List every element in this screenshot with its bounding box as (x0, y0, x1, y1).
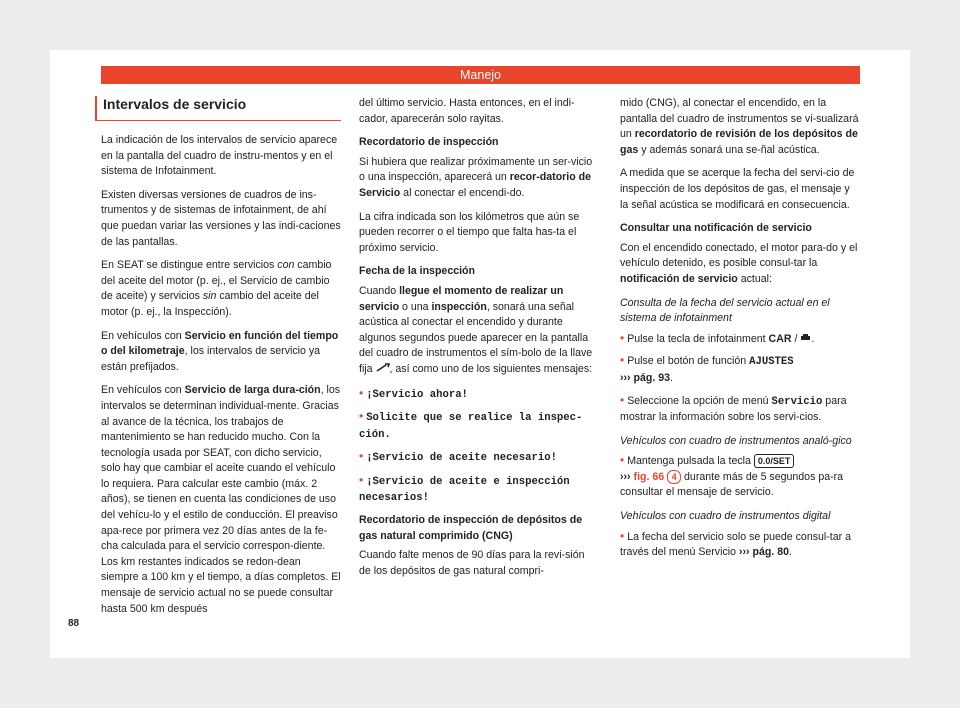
subheading: Fecha de la inspección (359, 265, 475, 278)
list-item: • ¡Servicio ahora! (359, 385, 468, 401)
italic-subheading: Vehículos con cuadro de instrumentos analó-gico (620, 434, 852, 447)
paragraph: del último servicio. Hasta entonces, en el indi-cador, aparecerán solo rayitas. (359, 97, 575, 125)
paragraph: Con el encendido conectado, el motor para-do y el vehículo detenido, es posible consul-tar la notificación de servicio actual: (620, 241, 858, 285)
paragraph: mido (CNG), al conectar el encendido, en la pantalla del cuadro de instrumentos se vi-sualizará un recordatorio de revisión de los depósitos de gas y además sonará una se-ñal acústica. (620, 97, 859, 156)
paragraph: En SEAT se distingue entre servicios con cambio del aceite del motor (p. ej., el Servicio de cambio de aceite) y servicios sin cambio del aceite del motor (p. ej., la Inspección). (101, 259, 332, 318)
paragraph: La cifra indicada son los kilómetros que aún se pueden recorrer o el tiempo que falta has-ta el próximo servicio. (359, 210, 580, 254)
list-item: • ¡Servicio de aceite necesario! (359, 449, 557, 465)
list-item: • Mantenga pulsada la tecla 0.0/SET ››› fig. 66 4 durante más de 5 segundos pa-ra consultar el mensaje de servicio. (620, 453, 844, 499)
bullet-icon: • (620, 330, 625, 345)
list-item: • Seleccione la opción de menú Servicio para mostrar la información sobre los servi-cios. (620, 392, 847, 424)
column-2 (359, 96, 599, 587)
set-key-icon: 0.0/SET (754, 454, 795, 468)
subheading: Recordatorio de inspección de depósitos de gas natural comprimido (CNG) (359, 514, 583, 542)
bullet-icon: • (620, 453, 625, 468)
bullet-icon: • (359, 472, 364, 487)
bullet-icon: • (359, 449, 364, 464)
list-item: • Pulse el botón de función AJUSTES ››› pág. 93. (620, 353, 794, 384)
column-3 (620, 96, 860, 567)
section-header: Manejo (101, 66, 860, 84)
paragraph: Existen diversas versiones de cuadros de ins-trumentos y de sistemas de infotainment, de ahí que puedan variar las versiones y las indi-caciones de las pantallas. (101, 188, 341, 248)
paragraph: La indicación de los intervalos de servicio aparece en la pantalla del cuadro de instru-mentos y en el sistema de Infotainment. (101, 134, 338, 178)
italic-subheading: Vehículos con cuadro de instrumentos digital (620, 510, 831, 523)
subheading: Recordatorio de inspección (359, 136, 499, 149)
car-menu-icon (800, 333, 811, 345)
bullet-icon: • (620, 528, 625, 543)
section-title: Intervalos de servicio (95, 96, 341, 121)
paragraph: Cuando llegue el momento de realizar un servicio o una inspección, sonará una señal acústica al conectar el encendido y durante algunos segundos puede aparecer en la pantalla del cuadro de instrumentos el sím-bolo de la llave fija , así como uno de los siguientes mensajes: (359, 284, 593, 375)
italic-subheading: Consulta de la fecha del servicio actual en el sistema de infotainment (620, 296, 830, 325)
paragraph: En vehículos con Servicio en función del tiempo o del kilometraje, los intervalos de servicio ya están prefijados. (101, 329, 339, 373)
figure-reference: fig. 66 (630, 470, 668, 483)
list-item: • Solicite que se realice la inspec-ción. (359, 409, 583, 441)
paragraph: A medida que se acerque la fecha del servi-cio de inspección de los depósitos de gas, el mensaje y la señal acústica se modificará en consecuencia. (620, 167, 855, 211)
bullet-icon: • (359, 409, 364, 424)
paragraph: Si hubiera que realizar próximamente un ser-vicio o una inspección, aparecerá un recor-datorio de Servicio al conectar el encendi-do. (359, 155, 593, 199)
bullet-icon: • (620, 392, 625, 407)
bullet-icon: • (620, 353, 625, 368)
list-item: • Pulse la tecla de infotainment CAR / . (620, 330, 815, 345)
list-item: • La fecha del servicio solo se puede consul-tar a través del menú Servicio ››› pág. 80. (620, 528, 851, 559)
column-1 (101, 96, 341, 625)
page-number: 88 (68, 618, 80, 629)
wrench-icon (376, 363, 390, 375)
callout-number: 4 (667, 470, 681, 484)
subheading: Consultar una notificación de servicio (620, 222, 812, 235)
paragraph: En vehículos con Servicio de larga dura-ción, los intervalos se determinan individual-mente. Gracias al avance de la técnica, los trabajos de mantenimiento se han reducido mucho. Con la tecnología usada por SEAT, con dicho servicio, solo hay que cambiar el aceite cuando el vehículo lo requiera. Para calcular este cambio (máx. 2 años), se tienen en cuenta las condiciones de uso del vehícu-lo y el estilo de conducción. El preaviso apa-rece por primera vez 20 días antes de la fe-cha calculada para el servicio correspon-diente. Los km restantes indicados se redon-dean siempre a 100 km y el tiempo, a días completos. El mensaje de servicio actual no se puede consultar hasta 500 km después (101, 384, 341, 615)
bullet-icon: • (359, 385, 364, 400)
paragraph: Cuando falte menos de 90 días para la revi-sión de los depósitos de gas natural compri- (359, 549, 585, 577)
list-item: • ¡Servicio de aceite e inspección necesarios! (359, 472, 570, 505)
